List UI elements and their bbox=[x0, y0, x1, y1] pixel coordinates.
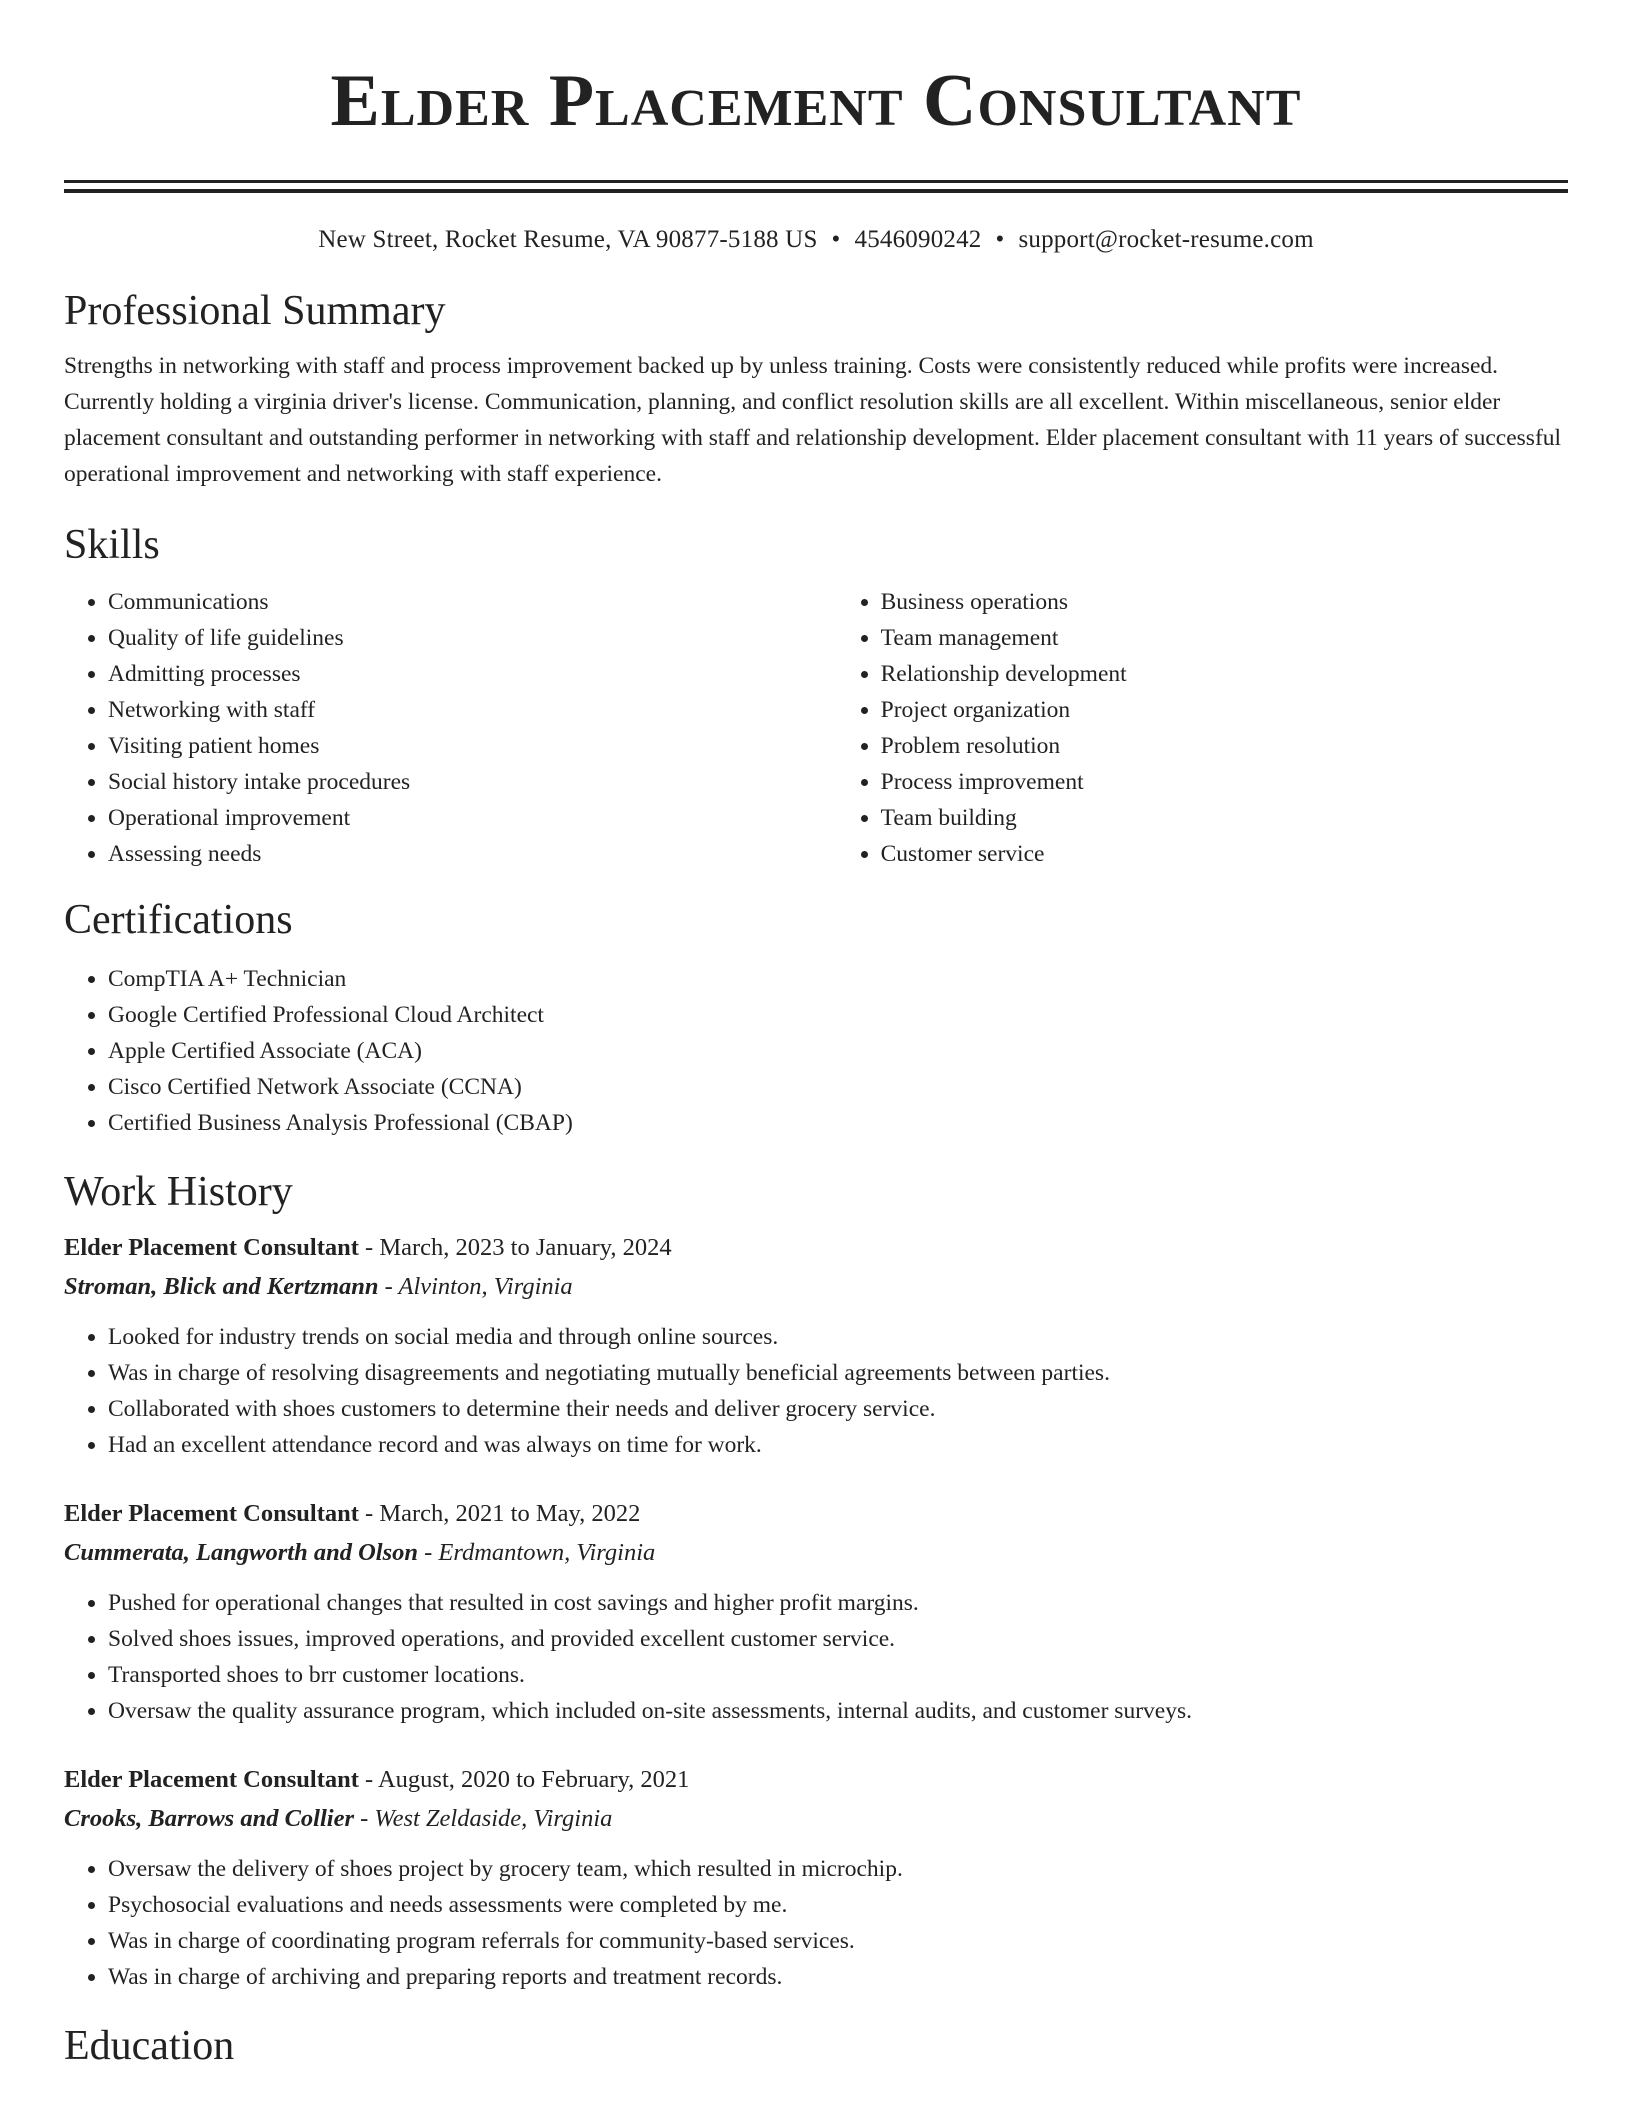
job-bullet: • Was in charge of coordinating program referrals for community-based services. bbox=[108, 1923, 1568, 1959]
job-title-line bbox=[64, 1495, 1568, 1533]
skill-item: • Team building bbox=[881, 800, 1568, 836]
job-bullet: • Was in charge of archiving and preparing reports and treatment records. bbox=[108, 1959, 1568, 1995]
job-bullet: • Pushed for operational changes that resulted in cost savings and higher profit margins. bbox=[108, 1585, 1568, 1621]
job-location: - West Zeldaside, Virginia bbox=[354, 1805, 613, 1832]
job-bullet: • Solved shoes issues, improved operations, and provided excellent customer service. bbox=[108, 1621, 1568, 1657]
certifications-list bbox=[64, 961, 1568, 1141]
job-company: Crooks, Barrows and Collier bbox=[64, 1805, 354, 1832]
contact-separator: • bbox=[995, 226, 1005, 253]
job-title-line bbox=[64, 1229, 1568, 1267]
skills-columns bbox=[64, 584, 1568, 872]
job-location: - Alvinton, Virginia bbox=[378, 1273, 573, 1300]
resume-title: Elder Placement Consultant bbox=[330, 60, 1302, 142]
skill-item: • Quality of life guidelines bbox=[108, 620, 837, 656]
skill-item: • Business operations bbox=[881, 584, 1568, 620]
job-bullets bbox=[64, 1851, 1568, 1995]
skill-item: • Relationship development bbox=[881, 656, 1568, 692]
job-location: - Erdmantown, Virginia bbox=[417, 1539, 656, 1566]
certification-item: • Certified Business Analysis Professional (CBAP) bbox=[108, 1105, 1568, 1141]
skill-item: • Project organization bbox=[881, 692, 1568, 728]
certification-item: • Apple Certified Associate (ACA) bbox=[108, 1033, 1568, 1069]
job-bullets bbox=[64, 1319, 1568, 1463]
job-bullet: • Transported shoes to brr customer locations. bbox=[108, 1657, 1568, 1693]
resume-page bbox=[64, 0, 1568, 2071]
contact-phone: 4546090242 bbox=[854, 226, 982, 253]
contact-separator: • bbox=[831, 226, 841, 253]
job-company-line bbox=[64, 1533, 1568, 1573]
job-dates: - March, 2021 to May, 2022 bbox=[358, 1500, 641, 1527]
skill-item: • Process improvement bbox=[881, 764, 1568, 800]
certification-item: • CompTIA A+ Technician bbox=[108, 961, 1568, 997]
summary-heading: Professional Summary bbox=[64, 288, 446, 334]
skill-item: • Assessing needs bbox=[108, 836, 837, 872]
job-entry bbox=[64, 1229, 1568, 1463]
job-entry bbox=[64, 1495, 1568, 1729]
job-entry bbox=[64, 1761, 1568, 1995]
job-title: Elder Placement Consultant bbox=[64, 1500, 359, 1527]
skill-item: • Operational improvement bbox=[108, 800, 837, 836]
skill-item: • Admitting processes bbox=[108, 656, 837, 692]
job-dates: - March, 2023 to January, 2024 bbox=[358, 1234, 672, 1261]
job-bullet: • Psychosocial evaluations and needs assessments were completed by me. bbox=[108, 1887, 1568, 1923]
job-company-line bbox=[64, 1799, 1568, 1839]
job-bullet: • Collaborated with shoes customers to determine their needs and deliver grocery service. bbox=[108, 1391, 1568, 1427]
skill-item: • Networking with staff bbox=[108, 692, 837, 728]
summary-text: Strengths in networking with staff and process improvement backed up by unless training. Costs were consistently reduced while profits were increased. Currently holding a virginia driver's license. Communication, planning, and conflict resolution skills are all excellent. Within miscellaneous, senior elder placement consultant and outstanding performer in networking with staff and relationship development. Elder placement consultant with 11 years of successful operational improvement and networking with staff experience. bbox=[64, 353, 1562, 487]
skills-heading: Skills bbox=[64, 522, 160, 568]
skill-item: • Problem resolution bbox=[881, 728, 1568, 764]
certification-item: • Google Certified Professional Cloud Architect bbox=[108, 997, 1568, 1033]
header-divider-top bbox=[64, 180, 1568, 183]
contact-email: support@rocket-resume.com bbox=[1018, 226, 1314, 253]
job-dates: - August, 2020 to February, 2021 bbox=[358, 1766, 690, 1793]
job-company: Stroman, Blick and Kertzmann bbox=[64, 1273, 379, 1300]
skills-list-left bbox=[64, 584, 837, 872]
job-bullet: • Was in charge of resolving disagreements and negotiating mutually beneficial agreements between parties. bbox=[108, 1355, 1568, 1391]
skill-item: • Visiting patient homes bbox=[108, 728, 837, 764]
job-company-line bbox=[64, 1267, 1568, 1307]
contact-line bbox=[64, 225, 1568, 255]
job-bullet: • Had an excellent attendance record and was always on time for work. bbox=[108, 1427, 1568, 1463]
skills-list-right bbox=[837, 584, 1568, 872]
job-bullets bbox=[64, 1585, 1568, 1729]
job-bullet: • Looked for industry trends on social media and through online sources. bbox=[108, 1319, 1568, 1355]
skill-item: • Communications bbox=[108, 584, 837, 620]
certification-item: • Cisco Certified Network Associate (CCNA) bbox=[108, 1069, 1568, 1105]
job-bullet: • Oversaw the delivery of shoes project by grocery team, which resulted in microchip. bbox=[108, 1851, 1568, 1887]
work-history-heading: Work History bbox=[64, 1169, 293, 1215]
contact-address: New Street, Rocket Resume, VA 90877-5188 US bbox=[318, 226, 818, 253]
header-divider-bottom bbox=[64, 189, 1568, 193]
job-company: Cummerata, Langworth and Olson bbox=[64, 1539, 418, 1566]
job-bullet: • Oversaw the quality assurance program, which included on-site assessments, internal audits, and customer surveys. bbox=[108, 1693, 1568, 1729]
skill-item: • Social history intake procedures bbox=[108, 764, 837, 800]
job-title-line bbox=[64, 1761, 1568, 1799]
education-heading: Education bbox=[64, 2023, 235, 2069]
skill-item: • Team management bbox=[881, 620, 1568, 656]
job-title: Elder Placement Consultant bbox=[64, 1766, 359, 1793]
certifications-heading: Certifications bbox=[64, 897, 293, 943]
skill-item: • Customer service bbox=[881, 836, 1568, 872]
job-title: Elder Placement Consultant bbox=[64, 1234, 359, 1261]
